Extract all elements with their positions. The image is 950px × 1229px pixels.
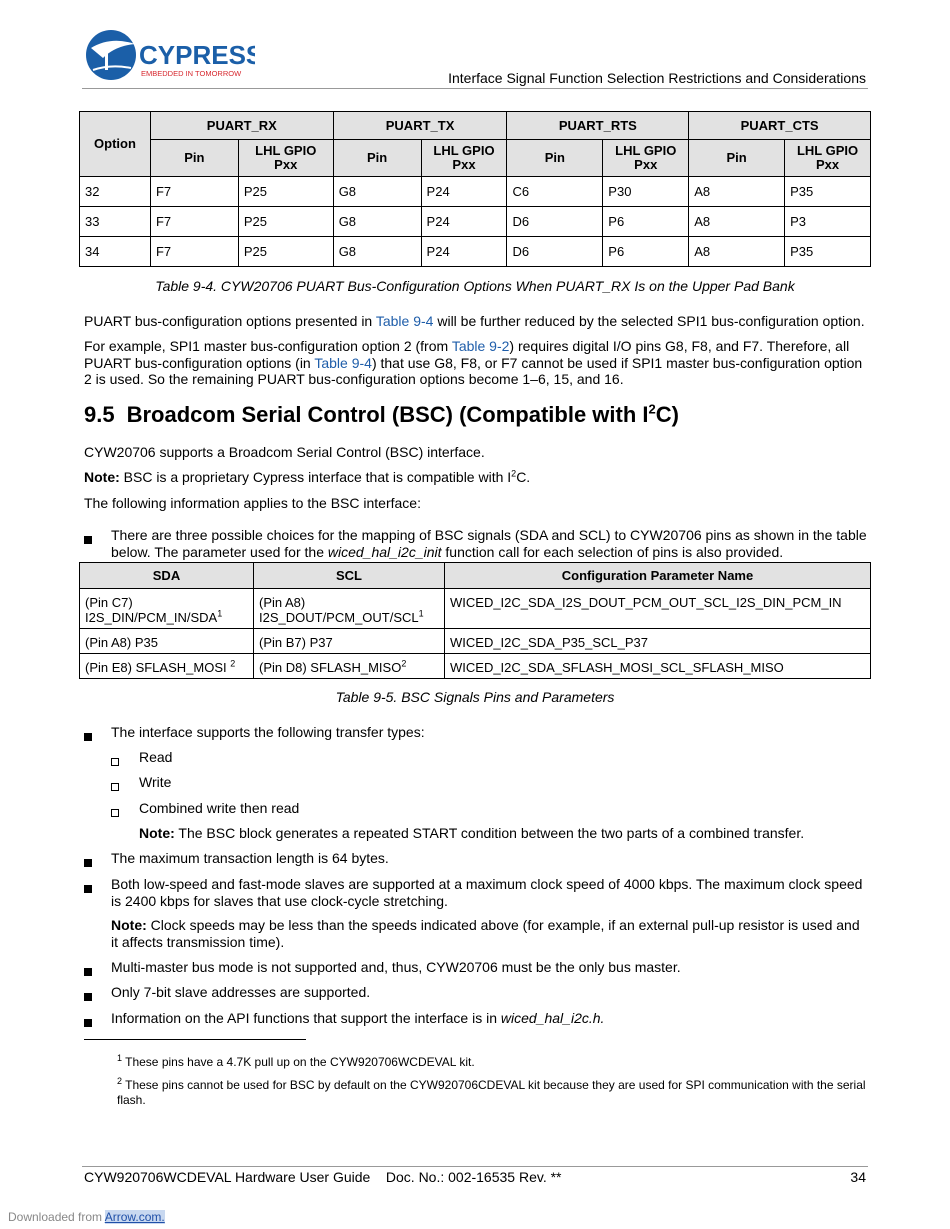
section-heading xyxy=(84,402,679,428)
footer-doc-info: CYW920706WCDEVAL Hardware User Guide Doc. No.: 002-16535 Rev. ** xyxy=(84,1169,562,1185)
sub-header: LHL GPIO Pxx xyxy=(238,140,333,177)
table-cell: P30 xyxy=(603,177,689,207)
table-cell xyxy=(80,629,254,654)
footnote-1 xyxy=(117,1055,867,1070)
table-row xyxy=(80,589,871,629)
text: I2S_DIN/PCM_IN/SDA xyxy=(85,610,218,625)
bullet-text xyxy=(111,527,867,560)
table-cell: G8 xyxy=(333,207,421,237)
table-cell xyxy=(254,589,445,629)
table-cell: G8 xyxy=(333,177,421,207)
table-cell: F7 xyxy=(150,177,238,207)
cypress-logo xyxy=(85,28,255,84)
table-cell: 32 xyxy=(80,177,151,207)
sub-bullet-text: Read xyxy=(139,749,173,765)
sub-header: LHL GPIO Pxx xyxy=(785,140,871,177)
table-cell: P24 xyxy=(421,237,507,267)
bullet-square xyxy=(84,1014,96,1030)
text: Downloaded from xyxy=(8,1210,105,1224)
bullet-text: The interface supports the following transfer types: xyxy=(111,724,425,740)
table-cell: WICED_I2C_SDA_I2S_DOUT_PCM_OUT_SCL_I2S_DIN_PCM_IN xyxy=(445,589,871,629)
table-cell: G8 xyxy=(333,237,421,267)
footnote-ref: 1 xyxy=(418,608,424,619)
table-cell: A8 xyxy=(689,177,785,207)
bullet-text: Multi-master bus mode is not supported and, thus, CYW20706 must be the only bus master. xyxy=(111,959,681,975)
bullet-text: Only 7-bit slave addresses are supported. xyxy=(111,984,371,1000)
group-header: PUART_CTS xyxy=(689,112,871,140)
table-row xyxy=(80,207,871,237)
sub-header: Pin xyxy=(689,140,785,177)
table-cell: P3 xyxy=(785,207,871,237)
bullet-text: The maximum transaction length is 64 bytes. xyxy=(111,850,389,866)
bullet-text: Both low-speed and fast-mode slaves are supported at a maximum clock speed of 4000 kbps. The maximum clock speed is 2400 kbps for slaves that use clock-cycle stretching. xyxy=(111,876,863,909)
table-cell xyxy=(80,589,254,629)
section-title: Broadcom Serial Control (BSC) (Compatible with I xyxy=(126,402,649,427)
table-cell: P6 xyxy=(603,207,689,237)
note-label: Note: xyxy=(139,825,175,841)
header-section-title: Interface Signal Function Selection Restrictions and Considerations xyxy=(448,70,866,86)
table-cell: 33 xyxy=(80,207,151,237)
table-cell: A8 xyxy=(689,207,785,237)
footnote-2 xyxy=(117,1078,867,1108)
table-cell: P35 xyxy=(785,177,871,207)
table-row xyxy=(80,177,871,207)
combined-note xyxy=(139,825,867,842)
superscript: 2 xyxy=(648,401,656,417)
table-cell: D6 xyxy=(507,207,603,237)
footnote-ref: 2 xyxy=(401,658,407,669)
table-cell: P35 xyxy=(785,237,871,267)
header-file-name: wiced_hal_i2c.h. xyxy=(500,1010,605,1026)
logo-text: CYPRESS xyxy=(139,40,255,70)
footnote-number: 1 xyxy=(117,1053,123,1063)
table-9-5-caption: Table 9-5. BSC Signals Pins and Parameters xyxy=(335,689,615,705)
table-9-4-link[interactable]: Table 9-4 xyxy=(314,354,372,371)
sda-header: SDA xyxy=(80,563,254,589)
table-9-2-link[interactable]: Table 9-2 xyxy=(451,338,510,354)
text: (Pin A8) P35 xyxy=(85,635,158,650)
header-rule xyxy=(82,88,868,89)
table-cell xyxy=(254,629,445,654)
bullet-square xyxy=(84,988,96,1004)
group-header: PUART_RX xyxy=(150,112,333,140)
group-header: PUART_RTS xyxy=(507,112,689,140)
text: PUART bus-configuration options presented in xyxy=(84,313,376,329)
bullet-square xyxy=(84,728,96,744)
text: Information on the API functions that support the interface is in xyxy=(111,1010,501,1026)
text: ) that use G8, F8, or F7 cannot be used if SPI1 master bus-configuration option 2 is used. So the remaining PUART bus-configuration options become 1–6, 15, and 16. xyxy=(84,354,863,387)
footnote-rule xyxy=(84,1039,306,1040)
table-cell: P25 xyxy=(238,207,333,237)
table-cell: C6 xyxy=(507,177,603,207)
table-cell: F7 xyxy=(150,237,238,267)
sub-header: Pin xyxy=(507,140,603,177)
table-cell: A8 xyxy=(689,237,785,267)
function-name: wiced_hal_i2c_init xyxy=(327,543,442,560)
table-cell xyxy=(80,654,254,679)
puart-options-table xyxy=(79,111,871,267)
table-cell xyxy=(254,654,445,679)
sub-header: Pin xyxy=(150,140,238,177)
checkbox-square xyxy=(111,753,119,769)
text: These pins cannot be used for BSC by default on the CYW920706CDEVAL kit because they are used for SPI communication with the serial flash. xyxy=(117,1078,866,1107)
table-9-4-link[interactable]: Table 9-4 xyxy=(375,313,434,329)
sub-header: LHL GPIO Pxx xyxy=(421,140,507,177)
group-header: PUART_TX xyxy=(333,112,507,140)
table-cell: P24 xyxy=(421,207,507,237)
paragraph-2 xyxy=(84,338,867,388)
scl-header: SCL xyxy=(254,563,445,589)
sub-header: LHL GPIO Pxx xyxy=(603,140,689,177)
text: These pins have a 4.7K pull up on the CYW920706WCDEVAL kit. xyxy=(122,1055,475,1069)
superscript: 2 xyxy=(511,468,517,479)
text: function call for each selection of pins is also provided. xyxy=(441,543,784,560)
text: BSC is a proprietary Cypress interface that is compatible with I xyxy=(119,469,512,485)
cypress-logo-icon xyxy=(85,28,255,84)
table-row xyxy=(80,629,871,654)
text: (Pin E8) SFLASH_MOSI xyxy=(85,660,231,675)
checkbox-square xyxy=(111,804,119,820)
text: will be further reduced by the selected SPI1 bus-configuration option. xyxy=(433,313,865,329)
text: For example, SPI1 master bus-configuration option 2 (from xyxy=(84,338,452,354)
text: The BSC block generates a repeated START condition between the two parts of a combined transfer. xyxy=(174,825,805,841)
text: (Pin D8) SFLASH_MISO xyxy=(259,660,402,675)
table-cell: P6 xyxy=(603,237,689,267)
table-cell: P24 xyxy=(421,177,507,207)
footer-rule xyxy=(82,1166,868,1167)
text: (Pin B7) P37 xyxy=(259,635,333,650)
sub-header: Pin xyxy=(333,140,421,177)
speed-note xyxy=(111,917,867,950)
downloaded-from xyxy=(8,1210,165,1224)
bullet-square xyxy=(84,854,96,870)
table-cell: 34 xyxy=(80,237,151,267)
table-cell: WICED_I2C_SDA_SFLASH_MOSI_SCL_SFLASH_MISO xyxy=(445,654,871,679)
paragraph-1 xyxy=(84,313,867,330)
arrow-link[interactable]: Arrow.com. xyxy=(104,1210,165,1224)
table-cell: D6 xyxy=(507,237,603,267)
bsc-pins-table xyxy=(79,562,871,679)
text: C. xyxy=(516,469,531,485)
intro-line: CYW20706 supports a Broadcom Serial Control (BSC) interface. xyxy=(84,444,485,460)
table-9-4-caption: Table 9-4. CYW20706 PUART Bus-Configuration Options When PUART_RX Is on the Upper Pad Bank xyxy=(155,278,795,294)
section-number: 9.5 xyxy=(84,402,115,427)
table-cell: P25 xyxy=(238,177,333,207)
checkbox-square xyxy=(111,778,119,794)
text: I2S_DOUT/PCM_OUT/SCL xyxy=(259,610,419,625)
footnote-ref: 1 xyxy=(217,608,223,619)
intro-line: The following information applies to the BSC interface: xyxy=(84,495,421,511)
page-number: 34 xyxy=(850,1169,866,1185)
option-header: Option xyxy=(80,112,151,177)
text: There are three possible choices for the mapping of BSC signals (SDA and SCL) to CYW20706 pins as shown in the table below. The parameter used for the xyxy=(111,527,867,560)
intro-note xyxy=(84,469,867,486)
text: ) requires digital I/O pins G8, F8, and F7. Therefore, all PUART bus-configuration options (in xyxy=(84,338,850,371)
section-title-end: C) xyxy=(655,402,679,427)
table-row xyxy=(80,654,871,679)
bullet-text xyxy=(111,1010,867,1027)
table-cell: F7 xyxy=(150,207,238,237)
text: (Pin A8) xyxy=(259,595,306,610)
text: Clock speeds may be less than the speeds indicated above (for example, if an external pull-up resistor is used and it affects transmission time). xyxy=(111,917,860,950)
note-label: Note: xyxy=(111,917,147,933)
sub-bullet-text: Write xyxy=(139,774,172,790)
note-label: Note: xyxy=(84,469,120,485)
footnote-number: 2 xyxy=(117,1076,123,1086)
bullet-square xyxy=(84,880,96,896)
parameter-header: Configuration Parameter Name xyxy=(445,563,871,589)
table-cell: P25 xyxy=(238,237,333,267)
table-cell: WICED_I2C_SDA_P35_SCL_P37 xyxy=(445,629,871,654)
bullet-square xyxy=(84,963,96,979)
bullet-square xyxy=(84,531,96,547)
text: (Pin C7) xyxy=(85,595,133,610)
table-row xyxy=(80,237,871,267)
footnote-ref: 2 xyxy=(230,658,236,669)
sub-bullet-text: Combined write then read xyxy=(139,800,300,816)
logo-tagline: EMBEDDED IN TOMORROW xyxy=(141,69,242,78)
